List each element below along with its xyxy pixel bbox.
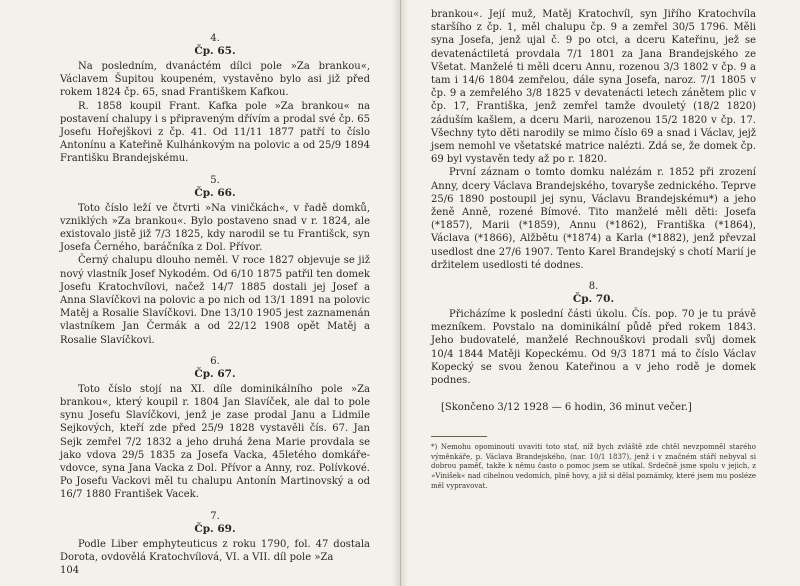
- section-number: 8.: [588, 281, 599, 293]
- paragraph: Toto číslo stojí na XI. díle dominikálního pole »Za brankou«, který koupil r. 1804 Jan Slavíček, ale dal to pole synu Josefu Slavíčkovi, jenž je zase prodal Janu a Lidmile Sejkových, kteří zde před 25/9 1828 vystavěli čís. 67. Jan Sejk zemřel 7/2 1832 a jeho druhá žena Marie provdala se jako vdova 29/5 1835 za Josefa Vacka, 45letého domkáře-vdovce, syna Jana Vacka z Dol. Přívor a Anny, roz. Polívkové. Po Josefu Vackovi měl tu chalupu Antonín Martinovský a od 16/7 1880 František Vacek.: [60, 383, 370, 501]
- paragraph: První záznam o tomto domku nalézám r. 1852 při zrození Anny, dcery Václava Brandejského, tovaryše zednického. Teprve 25/6 1890 postoupil jej synu, Václavu Brandejskému*) a jeho ženě Anně, rozené Bímové. Tito manželé měli děti: Josefa (*1857), Marii (*1859), Annu (*1862), Františka (*1864), Václava (*1866), Alžbětu (*1874) a Karla (*1882), jenž převzal usedlost dne 27/6 1907. Tento Karel Brandejský s chotí Marií je držitelem usedlosti té dodnes.: [431, 167, 756, 271]
- page-number: 104: [60, 565, 80, 577]
- section-number: 6.: [210, 355, 220, 367]
- section-6: [60, 355, 370, 502]
- section-5: [60, 174, 370, 347]
- section-heading: Čp. 70.: [572, 293, 615, 306]
- paragraph: Přicházíme k poslední části úkolu. Čís. pop. 70 je tu právě mezníkem. Povstalo na dominikální půdě před rokem 1843. Jeho budovatelé, manželé Rechnouškovi prodali svůj domek 10/4 1844 Matěji Kopeckému. Od 9/3 1871 má to číslo Václav Kopecký se svou ženou Kateřinou a v jeho rodě je domek podnes.: [431, 309, 756, 387]
- closing-note: [Skončeno 3/12 1928 — 6 hodin, 36 minut večer.]: [441, 402, 692, 414]
- right-page: [400, 0, 800, 586]
- paragraph: R. 1858 koupil Frant. Kafka pole »Za brankou« na postavení chalupy i s připraveným dřívím a prodal své čp. 65 Josefu Hořejškovi z čp. 41. Od 11/11 1877 patří to číslo Antonínu a Kateřině Kulhánkovým na polovic a od 25/9 1894 Františku Brandejskému.: [60, 100, 370, 165]
- section-heading: Čp. 69.: [194, 522, 236, 535]
- section-7: [60, 510, 370, 578]
- section-4: [60, 32, 370, 166]
- paragraph: Podle Liber emphyteuticus z roku 1790, fol. 47 dostala Dorota, ovdovělá Kratochvílová, VI. a VII. díl pole »Za: [60, 538, 370, 563]
- section-number: 7.: [210, 510, 220, 522]
- section-8: [431, 280, 756, 387]
- section-number: 4.: [210, 33, 220, 44]
- section-heading: Čp. 66.: [194, 186, 236, 199]
- footnote-divider: [431, 436, 487, 437]
- section-number: 5.: [210, 174, 220, 186]
- paragraph: brankou«. Její muž, Matěj Kratochvíl, syn Jiřího Kratochvíla staršího z čp. 1, měl chalupu čp. 9 a zemřel 30/5 1796. Měli syna Josefa, jenž ujal č. 9 po otci, a dceru Kateřinu, jež se devatenáctiletá provdala 7/1 1801 za Jana Brandejského ze Všetat. Manželé ti měli dceru Annu, rozenou 3/3 1802 v čp. 9 a tam i 14/6 1804 zemřelou, dále syna Josefa, naroz. 7/1 1805 v čp. 9 a zemřelého 3/8 1825 v devatenácti letech zánětem plic v čp. 17, Františka, jenž zemřel tamže dvouletý (18/2 1820) záduším kašlem, a dceru Marii, narozenou 15/2 1820 v čp. 17. Všechny tyto děti narodily se mimo číslo 69 a snad i Václav, jejž jsem nemohl ve všetatské matrice nalézti. Zdá se, že domek čp. 69 byl vystavěn tedy až po r. 1820.: [431, 9, 756, 166]
- paragraph: Toto číslo leží ve čtvrti »Na viničkách«, v řadě domků, vzniklých »Za brankou«. Bylo postaveno snad v r. 1824, ale existovalo jistě již 7/3 1825, kdy narodil se tu Františck, syn Josefa Černého, baráčníka z Dol. Přívor.: [60, 202, 370, 254]
- paragraph: Na posledním, dvanáctém dílci pole »Za brankou«, Václavem Šupitou koupeném, vystavěno bylo asi již před rokem 1824 čp. 65, snad Františkem Kafkou.: [60, 61, 370, 99]
- section-heading: Čp. 65.: [194, 45, 236, 57]
- footnote: *) Nemohu opominouti uvaviti toto stať, níž bych zvláště zde chtěl nevzpomněl starého výměnkáře, p. Václava Brandejského, (nar. 10/1 1837), jenž i v značném stáří nebyval si dobrou paměť, takže k němu často o pomoc jsem se utíkal. Srdečně jsme spolu v jejich, z »Vinišek« nad cihelnou vedomích, plně hovy, a již si dělal poznámky, které jsem mu posléze měl vypravovat.: [431, 443, 756, 490]
- paragraph: Černý chalupu dlouho neměl. V roce 1827 objevuje se již nový vlastník Josef Nykodém. Od 6/10 1875 patřil ten domek Josefu Kratochvílovi, načež 14/7 1885 dostali jej Josef a Anna Slavíčkovi na polovic a po nich od 13/1 1891 na polovic Matěj a Rosalie Slavíčkovi. Dne 13/10 1905 jest zaznamenán vlastníkem Jan Čermák a od 22/12 1908 opět Matěj a Rosalie Slavíčkovi.: [60, 255, 370, 346]
- section-heading: Čp. 67.: [194, 367, 236, 380]
